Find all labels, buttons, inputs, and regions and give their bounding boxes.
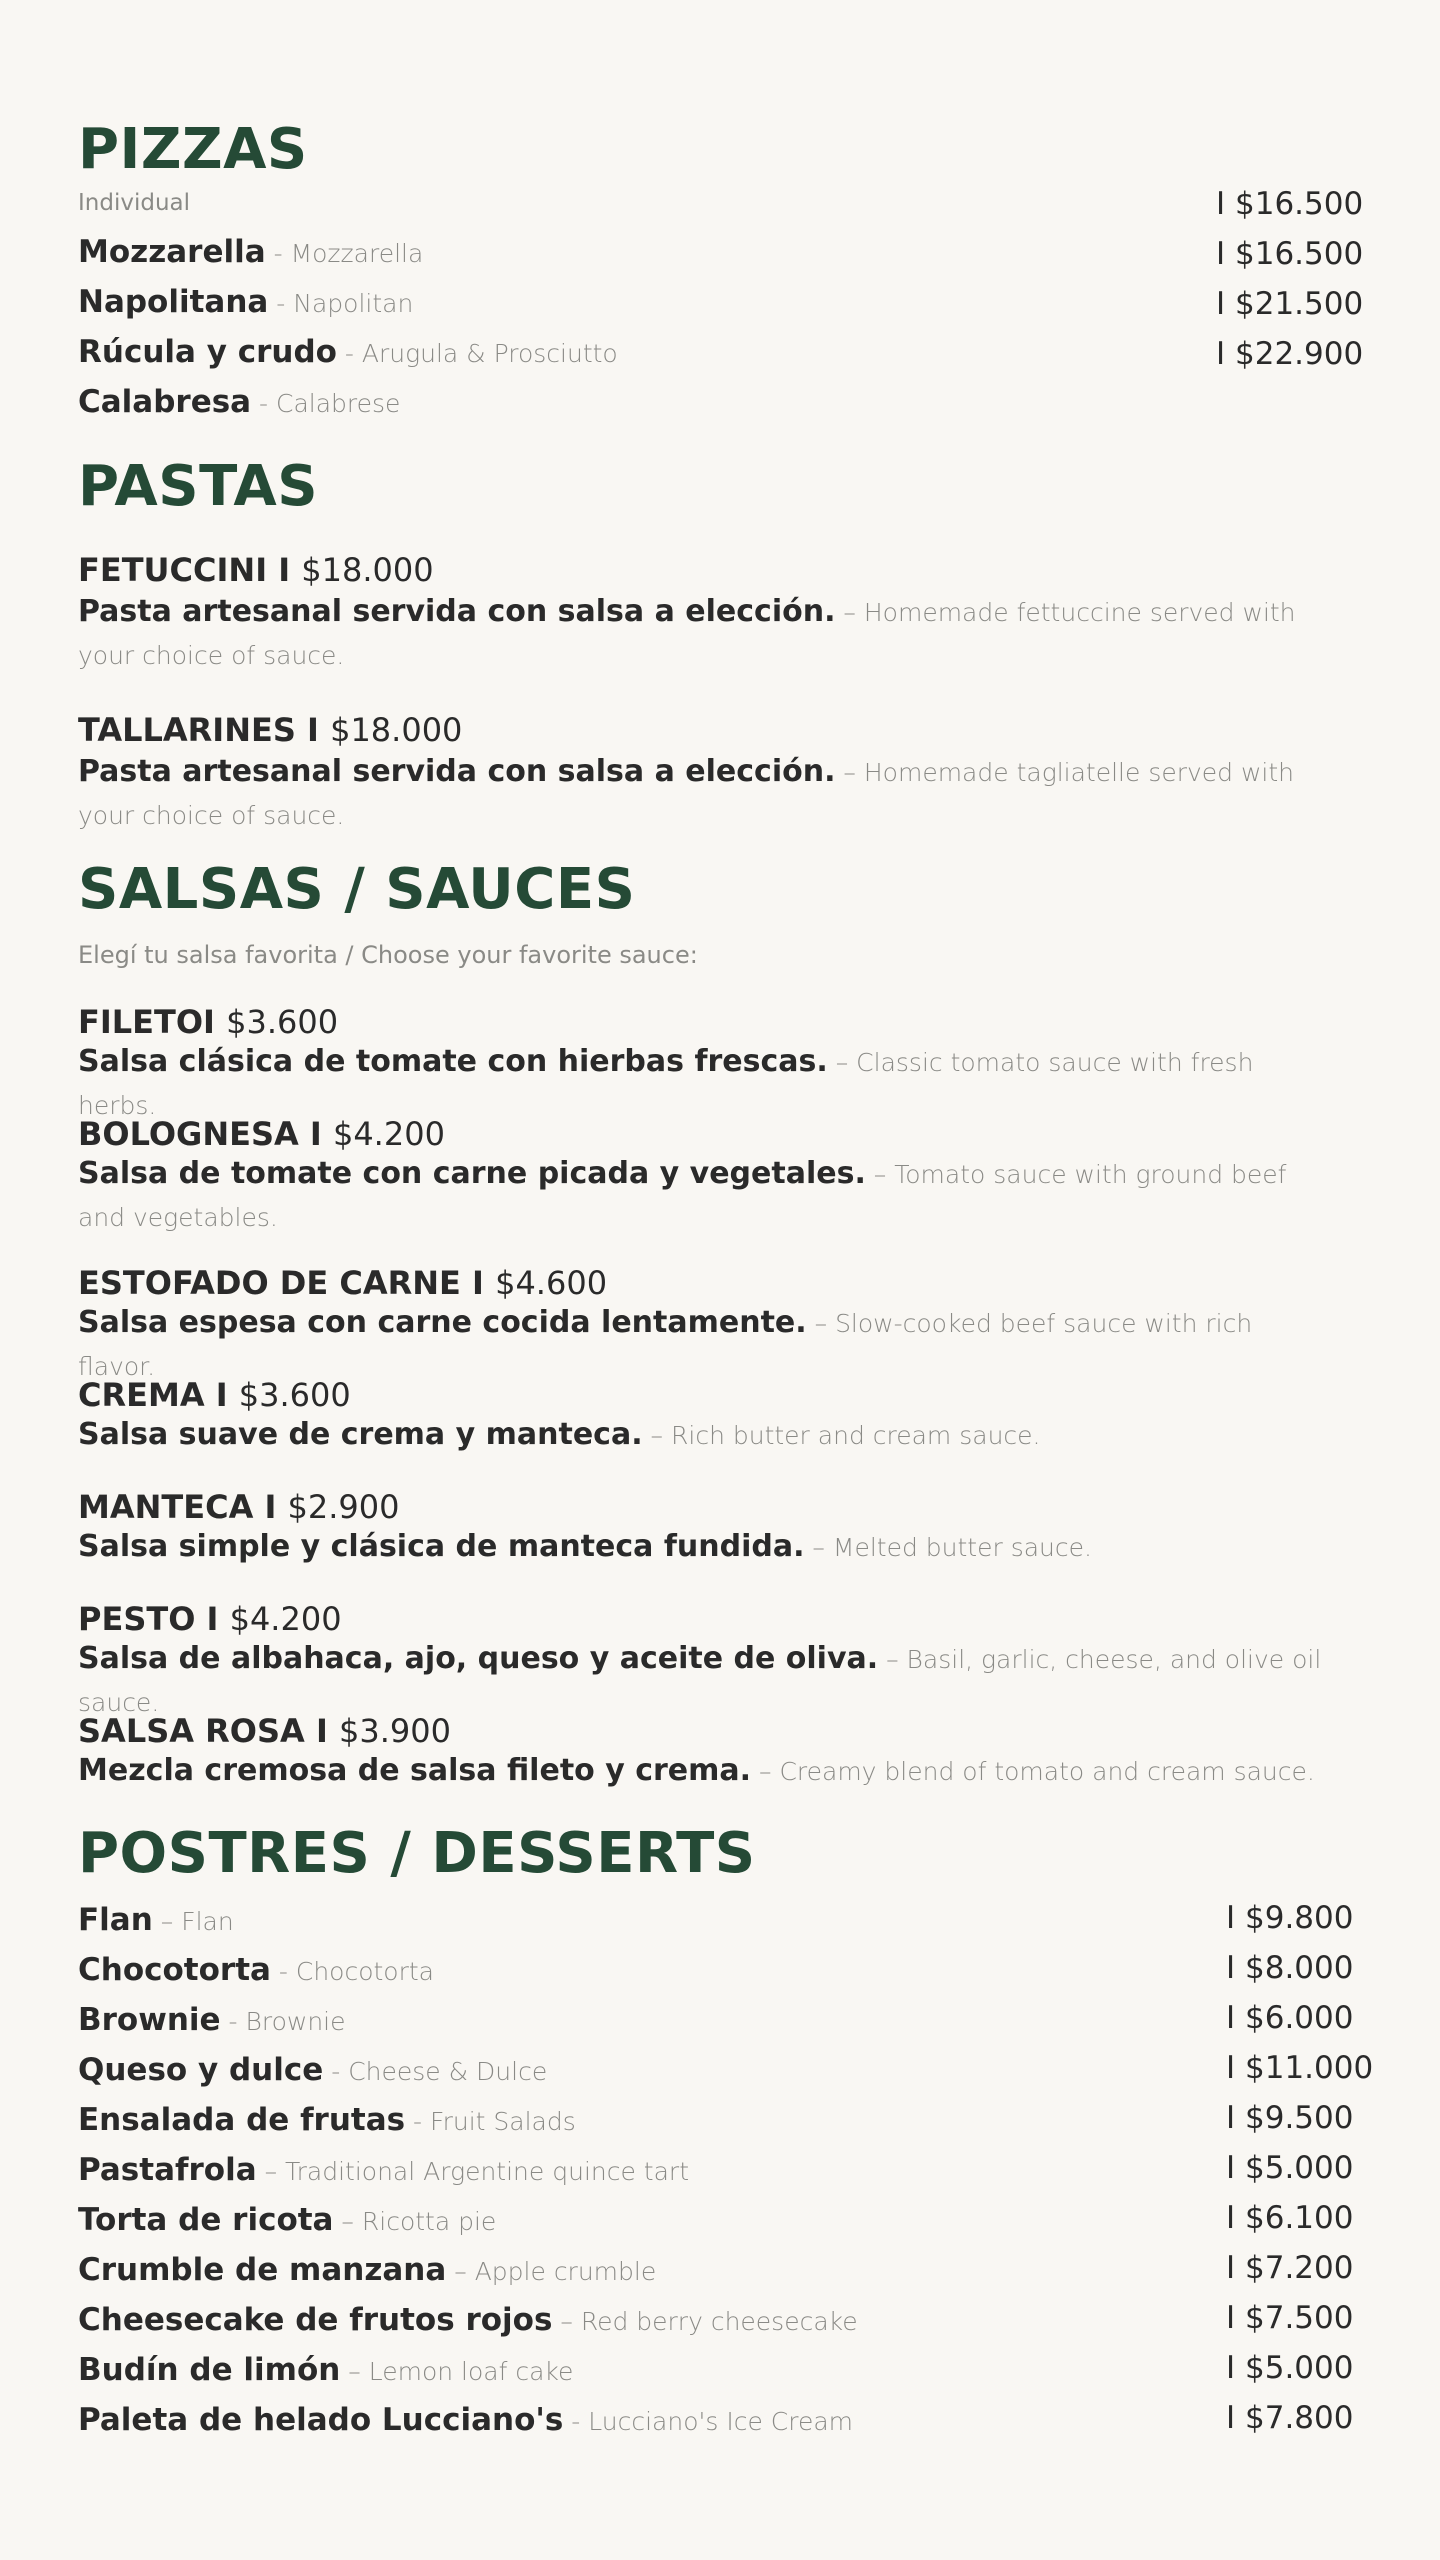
item-separator: – — [340, 2357, 369, 2386]
item-english-name: Calabrese — [276, 389, 401, 418]
description-spanish: Salsa de albahaca, ajo, queso y aceite de oliva. — [78, 1641, 879, 1676]
description-spanish: Salsa simple y clásica de manteca fundida. — [78, 1529, 805, 1564]
item-price: $18.000 — [330, 711, 463, 749]
item-separator: – — [333, 2207, 362, 2236]
description-english: – Melted butter sauce. — [804, 1533, 1092, 1562]
pasta-item-heading — [78, 550, 434, 590]
item-english-name: Chocotorta — [295, 1957, 434, 1986]
item-name: Chocotorta — [78, 1952, 271, 1988]
item-english-name: Fruit Salads — [430, 2107, 576, 2136]
item-name: Ensalada de frutas — [78, 2102, 406, 2138]
item-name: Torta de ricota — [78, 2202, 334, 2238]
item-price: $4.200 — [332, 1115, 445, 1153]
item-name: Pastafrola — [78, 2152, 257, 2188]
menu-item-dessert — [78, 2200, 496, 2245]
sauce-item-heading — [78, 1599, 342, 1639]
item-name: Paleta de helado Lucciano's — [78, 2402, 564, 2438]
item-price: $4.200 — [229, 1600, 342, 1638]
item-english-name: Brownie — [245, 2007, 346, 2036]
item-english-name: Arugula & Prosciutto — [361, 339, 618, 368]
menu-item-dessert — [78, 2400, 853, 2445]
item-name: BOLOGNESA I — [78, 1115, 333, 1153]
sauce-item-heading — [78, 1263, 607, 1303]
item-separator: - — [563, 2407, 589, 2436]
item-name: Napolitana — [78, 284, 269, 320]
item-name: Budín de limón — [78, 2352, 341, 2388]
description-english: – Tomato sauce with ground beef and vegetables. — [78, 1160, 1287, 1232]
item-name: ESTOFADO DE CARNE I — [78, 1264, 496, 1302]
menu-item-pizza — [78, 332, 618, 377]
menu-item-dessert — [78, 2000, 346, 2045]
item-price: I $5.000 — [1226, 2350, 1354, 2386]
item-name: Brownie — [78, 2002, 221, 2038]
item-price: I $9.800 — [1226, 1900, 1354, 1936]
item-english-name: Mozzarella — [290, 239, 424, 268]
menu-item-dessert — [78, 1950, 434, 1995]
description-spanish: Pasta artesanal servida con salsa a elección. — [78, 594, 836, 629]
item-price: I $11.000 — [1226, 2050, 1374, 2086]
item-price: I $6.100 — [1226, 2200, 1354, 2236]
section-title-pizzas: PIZZAS — [78, 117, 308, 182]
pasta-item-heading — [78, 710, 462, 750]
item-price: $4.600 — [495, 1264, 608, 1302]
item-name: TALLARINES I — [78, 711, 331, 749]
item-english-name: Napolitan — [293, 289, 414, 318]
description-spanish: Salsa suave de crema y manteca. — [78, 1417, 643, 1452]
item-name: Calabresa — [78, 384, 252, 420]
item-separator: - — [270, 1957, 296, 1986]
description-english: – Basil, garlic, cheese, and olive oil sauce. — [78, 1645, 1322, 1717]
item-name: CREMA I — [78, 1376, 239, 1414]
sauces-note: Elegí tu salsa favorita / Choose your favorite sauce: — [78, 941, 698, 969]
description-english: – Slow-cooked beef sauce with rich flavor. — [78, 1309, 1253, 1381]
sauce-item-description — [78, 1527, 1328, 1571]
item-separator: – — [152, 1907, 182, 1936]
description-english: – Rich butter and cream sauce. — [642, 1421, 1041, 1450]
item-separator: - — [405, 2107, 431, 2136]
item-english-name: Ricotta pie — [361, 2207, 497, 2236]
item-separator: - — [251, 389, 277, 418]
menu-item-dessert — [78, 2350, 573, 2395]
item-price: $3.600 — [226, 1003, 339, 1041]
sauce-item-heading — [78, 1002, 338, 1042]
menu-item-pizza — [78, 282, 413, 327]
description-spanish: Pasta artesanal servida con salsa a elección. — [78, 754, 836, 789]
sauce-item-heading — [78, 1114, 445, 1154]
item-price: I $5.000 — [1226, 2150, 1354, 2186]
pizzas-subtitle: Individual — [78, 190, 191, 216]
item-name: Crumble de manzana — [78, 2252, 447, 2288]
section-title-pastas: PASTAS — [78, 454, 319, 519]
section-title-desserts: POSTRES / DESSERTS — [78, 1821, 756, 1886]
item-price: $3.900 — [339, 1712, 451, 1750]
item-price: $2.900 — [287, 1488, 400, 1526]
description-spanish: Mezcla cremosa de salsa fileto y crema. — [78, 1753, 752, 1788]
item-price: $18.000 — [301, 551, 434, 589]
item-name: Mozzarella — [78, 234, 266, 270]
item-english-name: Flan — [181, 1907, 234, 1936]
sauce-item-heading — [78, 1711, 451, 1751]
item-separator: - — [336, 339, 362, 368]
item-name: Flan — [78, 1902, 153, 1938]
description-spanish: Salsa de tomate con carne picada y vegetales. — [78, 1156, 866, 1191]
menu-item-dessert — [78, 2150, 689, 2195]
pasta-item-description — [78, 752, 1328, 839]
menu-item-dessert — [78, 2050, 547, 2095]
item-price: I $7.200 — [1226, 2250, 1354, 2286]
item-name: Queso y dulce — [78, 2052, 324, 2088]
item-separator: - — [265, 239, 291, 268]
item-english-name: Apple crumble — [474, 2257, 657, 2286]
description-spanish: Salsa clásica de tomate con hierbas frescas. — [78, 1044, 828, 1079]
description-english: – Classic tomato sauce with fresh herbs. — [78, 1048, 1254, 1120]
item-english-name: Cheese & Dulce — [348, 2057, 548, 2086]
item-name: MANTECA I — [78, 1488, 288, 1526]
item-english-name: Traditional Argentine quince tart — [285, 2157, 690, 2186]
item-english-name: Lemon loaf cake — [368, 2357, 574, 2386]
menu-item-dessert — [78, 2300, 858, 2345]
item-price: I $8.000 — [1226, 1950, 1354, 1986]
item-english-name: Lucciano's Ice Cream — [588, 2407, 854, 2436]
menu-item-dessert — [78, 1900, 234, 1945]
menu-item-pizza — [78, 382, 400, 427]
menu-item-dessert — [78, 2100, 576, 2145]
sauce-item-description — [78, 1415, 1328, 1459]
description-english: – Homemade tagliatelle served with your choice of sauce. — [78, 758, 1295, 830]
item-separator: – — [446, 2257, 475, 2286]
item-price: I $21.500 — [1216, 286, 1364, 322]
description-english: – Creamy blend of tomato and cream sauce. — [751, 1757, 1315, 1786]
item-separator: – — [552, 2307, 581, 2336]
item-price: I $6.000 — [1226, 2000, 1354, 2036]
pizzas-subtitle-price: I $16.500 — [1216, 186, 1364, 222]
item-name: Cheesecake de frutos rojos — [78, 2302, 553, 2338]
item-name: SALSA ROSA I — [78, 1712, 339, 1750]
item-price: I $22.900 — [1216, 336, 1364, 372]
item-name: FETUCCINI I — [78, 551, 302, 589]
item-name: PESTO I — [78, 1600, 230, 1638]
item-name: FILETOI — [78, 1003, 227, 1041]
item-separator: - — [220, 2007, 246, 2036]
item-separator: - — [323, 2057, 349, 2086]
item-english-name: Red berry cheesecake — [580, 2307, 858, 2336]
item-price: $3.600 — [238, 1376, 351, 1414]
description-spanish: Salsa espesa con carne cocida lentamente. — [78, 1305, 807, 1340]
item-price: I $9.500 — [1226, 2100, 1354, 2136]
sauce-item-description — [78, 1154, 1328, 1241]
description-english: – Homemade fettuccine served with your choice of sauce. — [78, 598, 1296, 670]
sauce-item-description — [78, 1751, 1328, 1795]
item-price: I $7.500 — [1226, 2300, 1354, 2336]
item-name: Rúcula y crudo — [78, 334, 337, 370]
item-price: I $16.500 — [1216, 236, 1364, 272]
item-separator: - — [268, 289, 294, 318]
sauce-item-heading — [78, 1487, 399, 1527]
section-title-sauces: SALSAS / SAUCES — [78, 857, 636, 922]
menu-item-dessert — [78, 2250, 656, 2295]
item-price: I $7.800 — [1226, 2400, 1354, 2436]
sauce-item-heading — [78, 1375, 351, 1415]
menu-item-pizza — [78, 232, 423, 277]
pasta-item-description — [78, 592, 1328, 679]
item-separator: – — [256, 2157, 286, 2186]
